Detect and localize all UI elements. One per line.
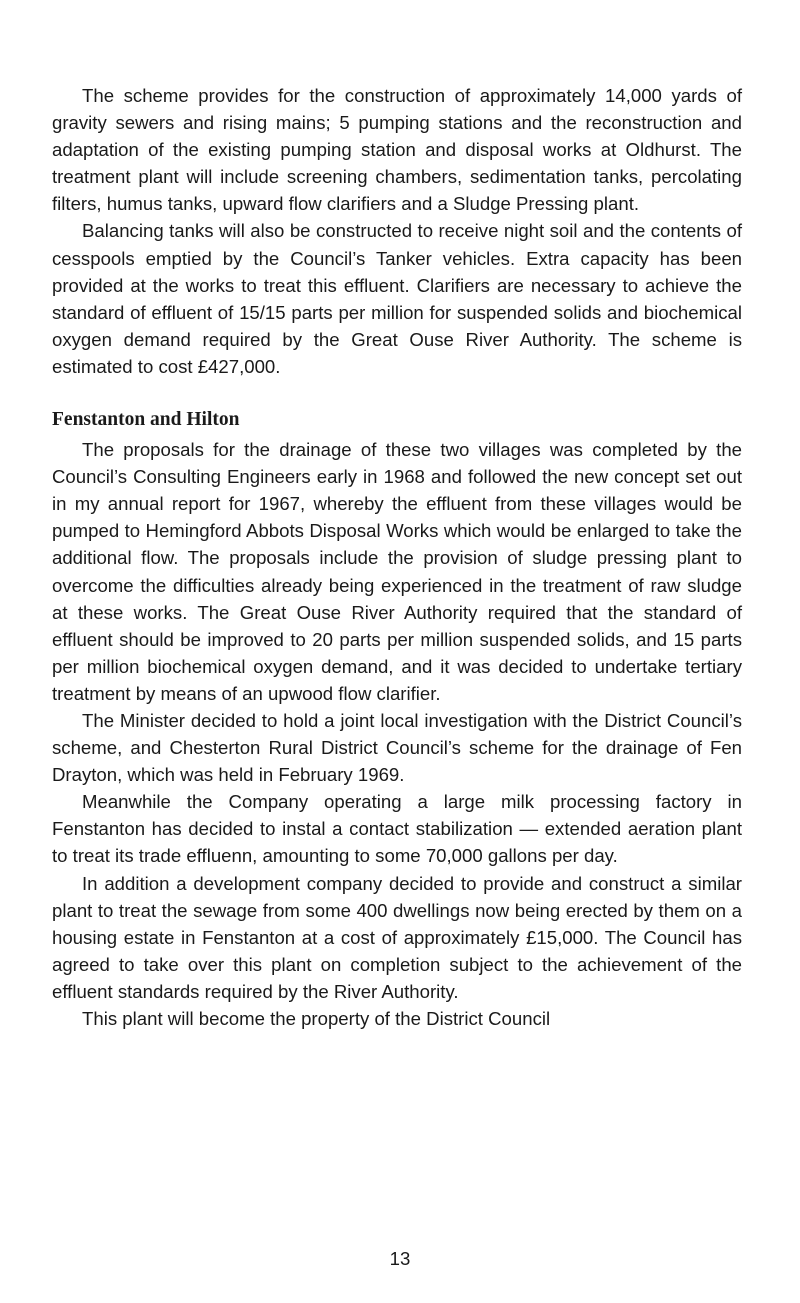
paragraph-balancing-tanks: Balancing tanks will also be constructed to receive night soil and the contents of cesspools emptied by the Council’s Tanker vehicles. Extra capacity has been provided at the works to treat this effluent. Clarifiers are necessary to achieve the standard of effluent of 15/15 parts per million for suspended solids and biochemical oxygen demand required by the Great Ouse River Authority. The scheme is estimated to cost £427,000. [52,220,742,377]
paragraph-property: This plant will become the property of the District Council [82,1008,551,1029]
document-page [52,82,742,1032]
paragraph-milk-factory: Meanwhile the Company operating a large milk processing factory in Fenstanton has decided to instal a contact stabilization — extended aeration plant to treat its trade effluenn, amounting to some 70,000 gallons per day. [52,791,742,867]
paragraph-scheme: The scheme provides for the construction of approximately 14,000 yards of gravity sewers and rising mains; 5 pumping stations and the reconstruction and adaptation of the existing pumping station and disposal works at Oldhurst. The treatment plant will include screening chambers, sedimentation tanks, percolating filters, humus tanks, upward flow clarifiers and a Sludge Pressing plant. [52,85,742,215]
paragraph-development-company: In addition a development company decided to provide and construct a similar plant to treat the sewage from some 400 dwellings now being erected by them on a housing estate in Fenstanton at a cost of approximately £15,000. The Council has agreed to take over this plant on completion subject to the achievement of the effluent standards required by the River Authority. [52,872,742,1002]
paragraph-minister: The Minister decided to hold a joint local investigation with the District Council’s scheme, and Chesterton Rural District Council’s scheme for the drainage of Fen Drayton, which was held in February 1969. [52,709,742,786]
paragraph-drainage-proposals: The proposals for the drainage of these two villages was completed by the Council’s Consulting Engineers early in 1968 and followed the new concept set out in my annual report for 1967, whereby the effluent from these villages would be pumped to Hemingford Abbots Disposal Works which would be enlarged to take the additional flow. The proposals include the provision of sludge pressing plant to overcome the difficulties already being experienced in the treatment of raw sludge at these works. The Great Ouse River Authority required that the standard of effluent should be improved to 20 parts per million suspended solids, and 15 parts per million biochemical oxygen demand, and it was decided to undertake tertiary treatment by means of an upwood flow clarifier. [52,439,742,704]
page-number: 13 [389,1248,411,1269]
section-heading: Fenstanton and Hilton [52,409,240,431]
